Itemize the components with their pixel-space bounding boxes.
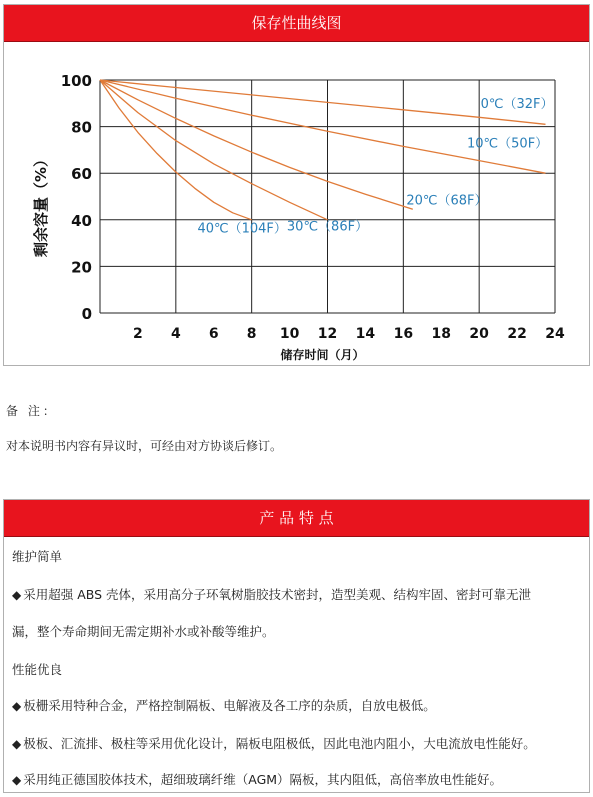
x-tick-label: 6	[208, 326, 219, 342]
y-tick-label: 40	[71, 211, 92, 230]
series-annotation: 20℃（68F）	[406, 193, 488, 209]
features-panel	[3, 499, 590, 793]
x-tick-label: 10	[279, 326, 300, 342]
series-annotation: 10℃（50F）	[467, 136, 549, 152]
x-tick-label: 16	[393, 326, 414, 342]
feature-text: 采用超强 ABS 壳体，采用高分子环氧树脂胶技术密封，造型美观、结构牢固、密封可靠无泄	[23, 587, 532, 602]
feature-line	[12, 547, 62, 565]
x-tick-label: 20	[469, 326, 489, 342]
series-annotation: 0℃（32F）	[480, 96, 554, 112]
feature-text: 极板、汇流排、极柱等采用优化设计，隔板电阻极低，因此电池内阻小，大电流放电性能好。	[23, 736, 536, 751]
x-tick-label: 24	[545, 326, 565, 342]
x-tick-label: 4	[170, 326, 181, 342]
features-title: 产 品 特 点	[4, 500, 589, 537]
y-tick-label: 100	[60, 72, 92, 90]
diamond-bullet-icon: ◆	[12, 773, 22, 787]
y-axis-label: 剩余容量（%）	[32, 151, 50, 258]
x-tick-label: 2	[133, 326, 143, 342]
feature-text: 维护简单	[12, 549, 63, 564]
y-tick-label: 80	[71, 118, 92, 137]
feature-line	[12, 622, 275, 640]
x-tick-label: 22	[507, 326, 527, 342]
feature-text: 板栅采用特种合金，严格控制隔板、电解液及各工序的杂质，自放电极低。	[23, 698, 436, 713]
diamond-bullet-icon: ◆	[12, 737, 22, 751]
y-tick-label: 20	[71, 258, 92, 277]
x-tick-label: 12	[317, 326, 338, 342]
feature-line	[12, 696, 436, 714]
note-label: 备 注：	[6, 404, 58, 418]
feature-line	[12, 585, 531, 603]
y-tick-label: 60	[71, 165, 92, 184]
y-tick-label: 0	[81, 305, 92, 323]
feature-line	[12, 660, 62, 678]
series-annotation: 30℃（86F）	[286, 219, 369, 235]
series-annotation: 40℃（104F）	[197, 221, 287, 237]
series-line	[100, 80, 413, 209]
x-axis-label: 储存时间（月）	[280, 348, 365, 362]
feature-line	[12, 770, 502, 788]
storage-curve-chart	[4, 41, 589, 365]
feature-text: 采用纯正德国胶体技术，超细玻璃纤维（AGM）隔板，其内阻低，高倍率放电性能好。	[23, 772, 503, 787]
chart-panel	[3, 4, 590, 366]
x-tick-label: 8	[246, 326, 257, 342]
feature-text: 性能优良	[12, 662, 63, 677]
series-line	[100, 80, 328, 220]
feature-text: 漏，整个寿命期间无需定期补水或补酸等维护。	[12, 624, 275, 639]
note-text: 对本说明书内容有异议时，可经由对方协谈后修订。	[6, 439, 283, 453]
x-tick-label: 18	[431, 326, 451, 342]
x-tick-label: 14	[355, 326, 376, 342]
feature-line	[12, 734, 536, 752]
diamond-bullet-icon: ◆	[12, 699, 22, 713]
chart-title: 保存性曲线图	[4, 5, 589, 42]
diamond-bullet-icon: ◆	[12, 588, 22, 602]
